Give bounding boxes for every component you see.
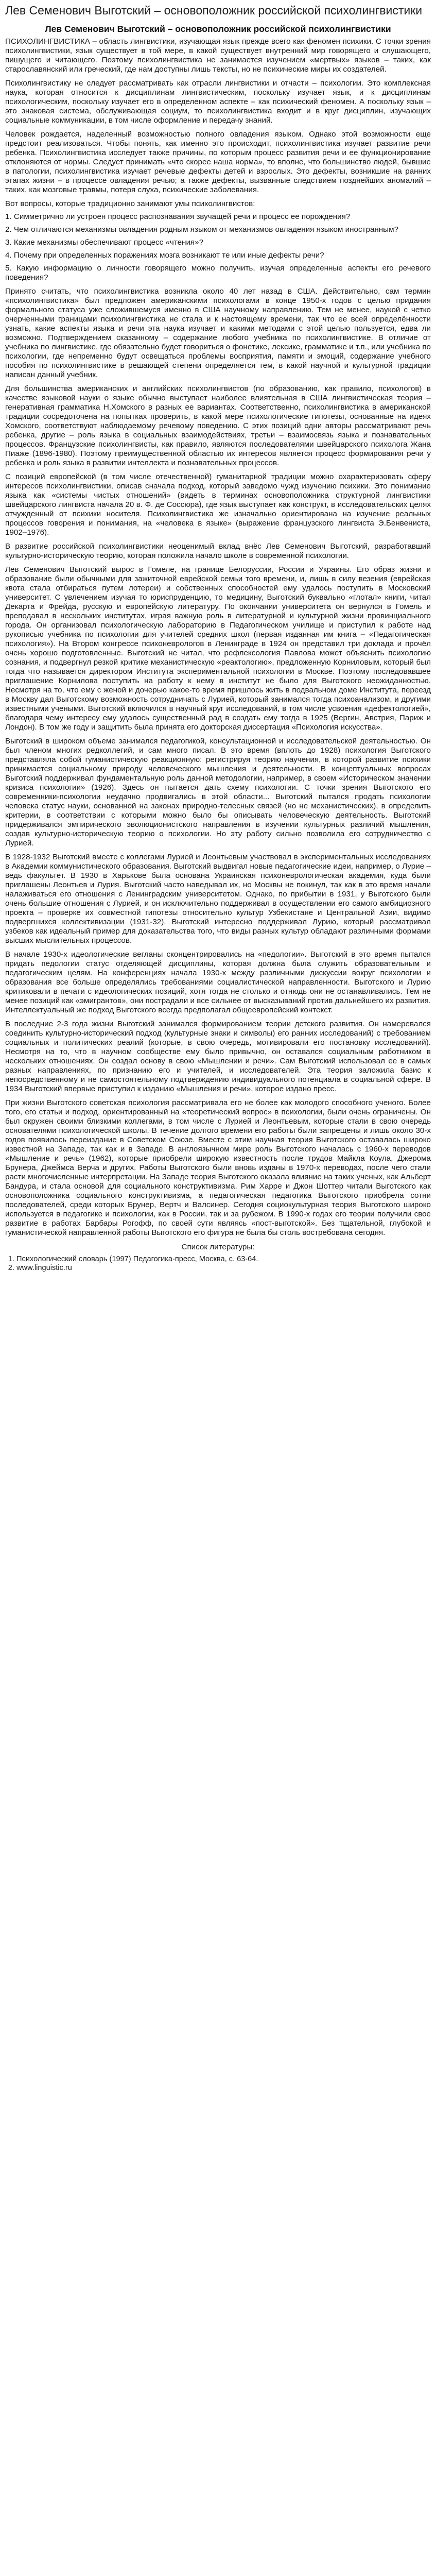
reference-item: 1. Психологический словарь (1997) Педагогика-пресс, Москва, с. 63-64.: [16, 1255, 431, 1264]
question-item: 4. Почему при определенных поражениях мозга возникают те или иные дефекты речи?: [5, 251, 324, 260]
article-body: [5, 37, 431, 1238]
question-item: 1. Симметрично ли устроен процесс распознавания звучащей речи и процесс ее порождения?: [5, 212, 351, 221]
references-title: Список литературы:: [181, 1243, 255, 1251]
paragraph: Лев Семенович Выготский вырос в Гомеле, на границе Белоруссии, России и Украины. Его образ жизни и образование были обычными для зажиточной еврейской семьи того времени, и, лишь в силу везения (еврейская квота стала отбираться путем лотереи) и собственных способностей ему удалось поступить в Московский университет. С увлечением изучая то юриспруденцию, то медицину, Выготский буквально «глотал» книги, читал Декарта и Фрейда, русскую и европейскую литературу. По окончании университета он вернулся в Гомель и преподавал в нескольких институтах, играя важную роль в литературной и культурной жизни провинциального города. Он организовал психологическую лабораторию в Педагогическом училище и приступил к работе над рукописью учебника по психологии для учителей средних школ (первая изданная им книга – «Педагогическая психология»). На Втором конгрессе психоневрологов в Ленинграде в 1924 он представил три доклада и прочёл очень хорошо подготовленные. Выготский не читал, что рефлексология Павлова может объяснить психологию сознания, и подвергнул резкой критике механистическую «реактологию», предложенную Корниловым, который был тогда что называется директором Института экспериментальной психологии в Москве. Поэтому последовавшее приглашение Корнилова поступить на работу к нему в институт не было для Выготского неожиданностью. Несмотря на то, что ему с женой и дочерью какое-то время пришлось жить в подвальном доме Института, переезд в Москву дал Выготскому возможность сотрудничать с Лурией, который занимался тогда психоанализом, и другими известными учеными. Выготский включился в научный круг исследований, в том числе усвоения «дефектологией», благодаря чему интересу ему удалось существенный рад в создать ему тогда в 1925 (Вергин, Австрия, Париж и Лондон). В том же году и защитить была принята его докторская диссертация «Психология искусства».: [5, 565, 431, 732]
references-list: [5, 1255, 431, 1273]
paragraph: С позиций европейской (в том числе отечественной) гуманитарной традиции можно охарактеризовать сферу интересов психолингвистики, описав сначала подход, который заведомо чужд изучению психики. Это понимание языка как «системы чистых отношений» (видеть в терминах основоположника структурной лингвистики швейцарского лингвиста начала 20 в. Ф. де Соссюра), где язык выступает как конструкт, в исследовательских целях отчужденный от психики носителя. Психолингвистика же изначально ориентирована на изучение реальных процессов говорения и понимания, на «человека в языке» (выражение французского лингвиста Э.Бенвениста, 1902–1976).: [5, 472, 431, 537]
paragraph: В 1928-1932 Выготский вместе с коллегами Лурией и Леонтьевым участвовал в экспериментальных исследованиях в Академии коммунистического образования. Выготский выдвигал новые педагогические идеи, например, о Лурие – ведь факультет. В 1930 в Харькове была основана Украинская психоневрологическая академия, куда были приглашены Леонтьев и Лурия. Выготский часто наведывал их, но Москвы не покинул, так как в это время начали налаживаться его отношения с Ленинградским университетом. Однако, по прибытии в 1931, у Выготского были очень большие отношения с Лурией, и он исключительно поддерживал в осуществлении его самого амбициозного проекта – проверке их совместной гипотезы относительно культур Узбекистане и Центральной Азии, видимо подвергшихся коллективизации (1931-32). Выготский интересно поддерживал Лурию, который рассматривал узбеков как идеальный пример для доказательства того, что виды разных культур обладают различными формами высших мыслительных процессов.: [5, 853, 431, 945]
paragraph: Для большинства американских и английских психолингвистов (по образованию, как правило, психологов) в качестве языковой науки о языке обычно выступает наиболее влиятельная в США лингвистическая теория – генеративная грамматика Н.Хомского в разных ее вариантах. Соответственно, психолингвистика в американской традиции сосредоточена на попытках проверить, в какой мере психологические гипотезы, основанные на идеях Хомского, соответствуют наблюдаемому речевому поведению. С этих позиций одни авторы рассматривают речь ребенка, другие – роль языка в социальных взаимодействиях, третьи – взаимосвязь языка и познавательных процессов. Французские психолингвисты, как правило, являются последователями швейцарского психолога Жана Пиаже (1896-1980). Поэтому преимущественной областью их интересов является процесс формирования речи у ребенка и роль языка в развитии интеллекта и познавательных процессов.: [5, 384, 431, 467]
paragraph: Психолингвистику не следует рассматривать как отрасли лингвистики и отчасти – психологии. Это комплексная наука, которая относится к дисциплинам лингвистическим, поскольку изучает язык, и к дисциплинам психологическим, поскольку изучает его в определенном аспекте – как психический феномен. А поскольку язык – это знаковая система, обслуживающая социум, то психолингвистика входит и в круг дисциплин, изучающих социальные коммуникации, в том числе оформление и передачу знаний.: [5, 79, 431, 125]
paragraph: В последние 2-3 года жизни Выготский занимался формированием теории детского развития. Он намеревался соединить культурно-исторический подход (культурные знаки и символы) его ранних исследований) с требованием социальных и политических реалий (которые, в свою очередь, мотивировали его постановку исследований). Несмотря на то, что в научном сообществе ему было привычно, он оставался социальным работником в нескольких отношениях. Он создал основу в свою «Мышлении и речи». Сам Выготский использовал ее в самых разных направлениях, по признанию его и учителей, и исследователей. Эта теория заложила базис к непосредственному и не самостоятельному подтверждению индивидуального потенциала в социальной сфере. В 1934 Выготский впервые приступил к изданию «Мышления и речи», которое издано пресс.: [5, 1020, 431, 1093]
reference-item[interactable]: 2. www.linguistic.ru: [16, 1264, 431, 1273]
paragraph: Принято считать, что психолингвистика возникла около 40 лет назад в США. Действительно, сам термин «психолингвистика» был предложен американскими психологами в конце 1950-х годов с целью придания формального статуса уже сложившемуся именно в США научному направлению. Тем не менее, наукой с четко очерченными границами психолингвистика не стала и к настоящему времени, так что ее всей определённости узнать, какие аспекты языка и речи эта наука изучает и какими методами с этой целью пользуется, едва ли возможно. Подтверждением сказанному – содержание любого учебника по психолингвистике. В отличие от учебника по лингвистике, где обязательно будет говориться о фонетике, лексике, грамматике и т.п., или учебника по психологии, где непременно будут освещаться проблемы восприятия, памяти и эмоций, содержание учебного пособия по психолингвистике в решающей степени определяется тем, в какой научной и культурной традиции написан данный учебник.: [5, 287, 431, 379]
question-item: 2. Чем отличаются механизмы овладения родным языком от механизмов овладения языком иностранным?: [5, 225, 398, 234]
paragraph: В развитие российской психолингвистики неоценимый вклад внёс Лев Семенович Выготский, разработавший культурно-историческую теорию, которая положила начало школе в современной психологии.: [5, 542, 431, 560]
paragraph: Человек рождается, наделенный возможностью полного овладения языком. Однако этой возможности еще предстоит реализоваться. Чтобы понять, как именно это происходит, психолингвистика изучает развитие речи ребенка. Психолингвистика исследует также причины, по которым процесс развития речи и ее функционирование отклоняются от нормы. Следует принимать «что скорее наша норма», то вполне, что большинство людей, бывшие в патологии, психолингвистика изучает речевые дефекты детей и взрослых. Это дефекты, возникшие на ранних этапах жизни – в процессе овладения речью; а также дефекты, вызванные следствием позднейших аномалий – таких, как мозговые травмы, потеря слуха, психические заболевания.: [5, 130, 431, 194]
paragraph: В начале 1930-х идеологические вегланы сконцентрировались на «педологии». Выготский в это время пытался придать педологии статус отделяющей дисциплины, которая должна была служить образовательным и педагогическим целям. На конференциях начала 1930-х между различными дискуссии вокруг психологии и образования все больше определялись требованиями социалистической направленности. Выготского и Лурию критиковали в печати с идеологических позиций, хотя тогда не столько и отнюдь они не останавливались. Тем не менее позиций как «эмигрантов», они пострадали и все сильнее от высказываний против дальнейшего их развития. Интеллектуальный же подход Выготского всегда предполагал общеевропейский контекст.: [5, 950, 431, 1014]
paragraph: При жизни Выготского советская психология рассматривала его не более как молодого способного ученого. Более того, его статьи и подход, ориентированный на «теоретический вопрос» в психологии, были очень ограничены. Он был окружен своими близкими коллегами, в том числе с Лурией и Леонтьевым, которые стали в свою очередь основателями психологической школы. В течение долгого времени его работы были запрещены и лишь около 30-х годов появилось переиздание в Советском Союзе. Вместе с этим научная теория Выготского оставалась широко известной на Западе, так как и в Западе. В англоязычном мире роль Выготского началась с 1960-х переводов «Мышление и речь» (1962), которые приобрели широкую известность после трудов Майкла Коулa, Джерома Брунера, Джеймса Верча и других. Работы Выготского были вновь изданы в 1970-х переводах, после чего стали расти многочисленные интерпретации. На Западе теория Выготского оказала влияние на таких ученых, как Альберт Бандура, и стала основой для социального конструктивизма. Рим Харре и Джон Шоттер читали Выготского как основоположника социального конструктивизма, а педагогическая педагогика Выготского приобрела сотни последователей, среди которых Брунер, Вертч и Валсинер. Сегодня социокультурная теория Выготского широко используется в педагогике и психологии, как в России, так и за рубежом. В 1990-х годах его теории получили свое развитие в работах Барбары Рогофф, по своей сути являясь «пост-выготской». Без тщательной, глубокой и гуманистической направленной работы Выготского его фигура не была бы столь востребована сегодня.: [5, 1098, 431, 1237]
paragraph: Выготский в широком объеме занимался педагогикой, консультационной и исследовательской деятельностью. Он был членом многих редколлегий, и сам много писал. В это время (вплоть до 1928) психология Выготского представляла собой гуманистическую реакционную: регистрируя теорию научения, в которой развитие психики принимается социальному природу человеческого мышления и деятельности. В концептуальных вопросах Выготский поддерживал фундаментальную роль данной методологии, например, в своем «Историческом значении кризиса психологии» (1926). Здесь он пытается дать схему психологии. С точки зрения Выготского его современники-психологии неудачно продвигались в этой области... Выготский пытался продать психологии человека статус науки, основанной на законах природно-телесных связей (но не механистических), в определить критерии, в соответствии с которыми можно было бы описывать человеческую деятельность. Выготский придерживался эмпирического эволюционистского направления в изучении культурных различий мышления, создав культурно-историческую теорию о психологии. Но эту работу сильно позволила его сотрудничество с Лурией.: [5, 737, 431, 848]
question-item: 3. Какие механизмы обеспечивают процесс «чтения»?: [5, 238, 204, 247]
paragraph: ПСИХОЛИНГВИСТИКА – область лингвистики, изучающая язык прежде всего как феномен психики. С точки зрения психолингвистики, язык существует в той мере, в какой существует внутренний мир говорящего и слушающего, пишущего и читающего. Поэтому психолингвистика не занимается изучением «мертвых» языков – таких, как старославянский или греческий, где нам доступны лишь тексты, но не психические миры их создателей.: [5, 37, 431, 74]
page-title: Лев Семенович Выготский – основоположник российской психолингвистики: [5, 4, 423, 17]
article-heading: Лев Семенович Выготский – основоположник российской психолингвистики: [45, 24, 391, 34]
question-item: 5. Какую информацию о личности говорящего можно получить, изучая определенные аспекты его речевого поведения?: [5, 264, 431, 282]
paragraph: Вот вопросы, которые традиционно занимают умы психолингвистов:: [5, 199, 255, 208]
